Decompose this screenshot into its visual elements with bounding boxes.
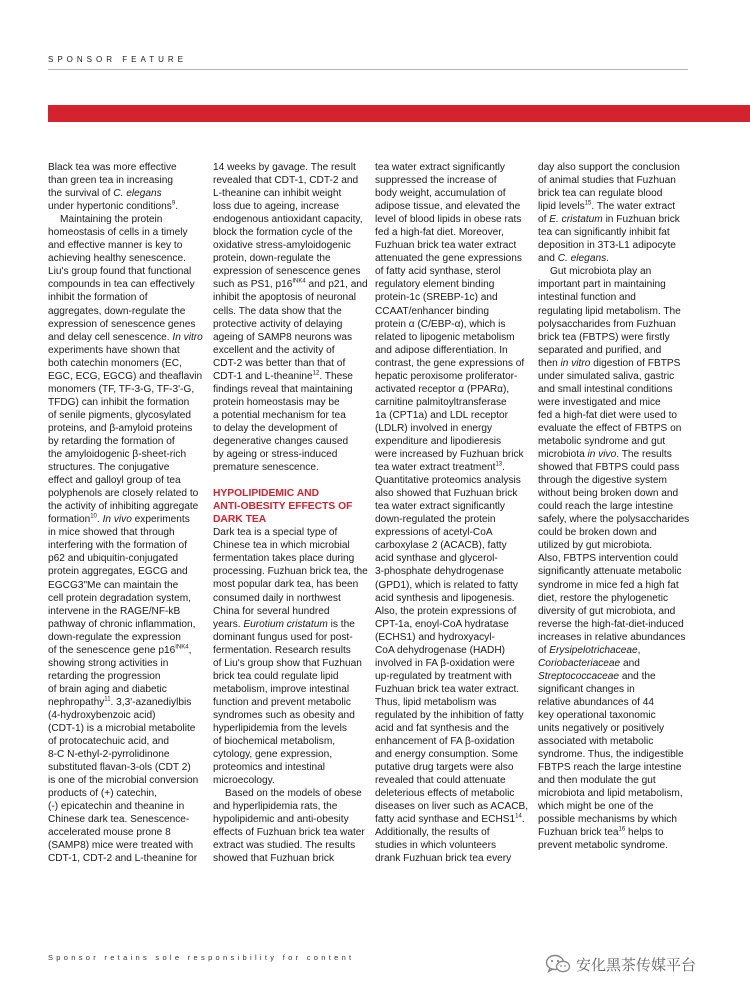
body-text: related to lipogenic metabolism bbox=[375, 331, 515, 343]
body-text: protein-1c (SREBP-1c) and bbox=[375, 292, 498, 304]
body-text: Black tea was more effective bbox=[48, 162, 177, 173]
body-text: of bbox=[538, 214, 547, 226]
body-text: (ECHS1) and hydroxyacyl- bbox=[375, 631, 495, 643]
wechat-icon bbox=[545, 954, 571, 974]
heading-line: ANTI-OBESITY EFFECTS OF bbox=[213, 501, 353, 513]
body-text: EGCG3"Me can maintain the bbox=[48, 579, 179, 591]
body-text: units negatively or positively bbox=[538, 723, 665, 735]
heading-line: HYPOLIPIDEMIC AND bbox=[213, 488, 320, 500]
body-text: . The water extract bbox=[591, 201, 676, 213]
body-text: Quantitative proteomics analysis bbox=[375, 475, 521, 487]
body-text: (4-hydroxybenzoic acid) bbox=[48, 709, 156, 721]
body-text: in Fuzhuan brick bbox=[605, 214, 680, 226]
body-text: carboxylase 2 (ACACB), fatty bbox=[375, 540, 507, 552]
body-text: interfering with the formation of bbox=[48, 540, 188, 552]
body-text: acid synthesis and lipogenesis. bbox=[375, 592, 515, 604]
body-text: utilized by gut microbiota. bbox=[538, 540, 653, 552]
body-text: acid and fat synthesis and the bbox=[375, 723, 509, 735]
body-text: brick tea could regulate lipid bbox=[213, 670, 339, 682]
body-text: revealed that CDT-1, CDT-2 and bbox=[213, 175, 359, 187]
body-text: structures. The conjugative bbox=[48, 462, 170, 474]
body-text: without being broken down and bbox=[538, 488, 679, 500]
citation: 13 bbox=[495, 461, 503, 468]
italic-term: in vitro bbox=[560, 357, 591, 369]
body-text: under hypertonic conditions bbox=[48, 201, 172, 213]
body-text: also showed that Fuzhuan brick bbox=[375, 488, 518, 500]
body-text: up-regulated by treatment with bbox=[375, 670, 512, 682]
body-text: intervene in the RAGE/NF-kB bbox=[48, 605, 181, 617]
punctuation: , bbox=[637, 644, 641, 656]
body-text: metabolic syndrome and gut bbox=[538, 435, 666, 447]
body-text: nephropathy bbox=[48, 696, 105, 708]
body-text: processing. Fuzhuan brick tea, the bbox=[213, 566, 368, 578]
body-text: carnitine palmitoyltransferase bbox=[375, 396, 507, 408]
body-text: involved in FA β-oxidation were bbox=[375, 657, 515, 669]
body-text: Chinese tea in which microbial bbox=[213, 540, 350, 552]
body-text: consumed daily in northwest bbox=[213, 592, 341, 604]
body-text: could reach the large intestine bbox=[538, 501, 674, 513]
body-text: (CDT-1) is a microbial metabolite bbox=[48, 723, 196, 735]
body-text: Based on the models of obese bbox=[225, 788, 362, 800]
body-text: years. bbox=[213, 618, 241, 630]
body-text: Fuzhuan brick tea water extract bbox=[375, 240, 517, 252]
body-text: of the senescence gene p16 bbox=[48, 644, 176, 656]
body-text: hepatic peroxisome proliferator- bbox=[375, 370, 518, 382]
body-text: adipose tissue, and elevated the bbox=[375, 201, 521, 213]
body-text: possible mechanisms by which bbox=[538, 814, 677, 826]
header-divider bbox=[48, 69, 688, 70]
body-text: safely, where the polysaccharides bbox=[538, 514, 690, 526]
body-text: diversity of gut microbiota, and bbox=[538, 605, 676, 617]
section-heading bbox=[213, 487, 373, 526]
italic-term: In vitro bbox=[172, 331, 203, 343]
body-text: and the bbox=[621, 670, 656, 682]
body-text: protein homeostasis may be bbox=[213, 396, 340, 408]
body-text: increases in relative abundances bbox=[538, 631, 686, 643]
body-text: oxidative stress-amyloidogenic bbox=[213, 240, 351, 252]
body-text: is one of the microbial conversion bbox=[48, 775, 199, 787]
body-text: by retarding the formation of bbox=[48, 435, 175, 447]
body-text: important part in maintaining bbox=[538, 279, 666, 291]
italic-term: in vivo bbox=[587, 449, 617, 461]
body-text: and adipose differentiation. In bbox=[375, 344, 508, 356]
section-label: SPONSOR FEATURE bbox=[48, 55, 187, 64]
body-text: to delay the development of bbox=[213, 422, 338, 434]
body-text: fed a high-fat diet. Moreover, bbox=[375, 227, 504, 239]
body-text: experiments bbox=[134, 514, 190, 526]
body-text: expenditure and lipodieresis bbox=[375, 435, 502, 447]
body-text: is the bbox=[330, 618, 355, 630]
punctuation: . bbox=[502, 462, 505, 474]
body-text: cytology, gene expression, bbox=[213, 749, 333, 761]
body-text: tea can significantly inhibit fat bbox=[538, 227, 670, 239]
body-text: accelerated mouse prone 8 bbox=[48, 827, 171, 839]
body-text: such as PS1, p16 bbox=[213, 279, 293, 291]
body-text: hypolipidemic and anti-obesity bbox=[213, 814, 349, 826]
body-text: revealed that could attenuate bbox=[375, 775, 506, 787]
body-text: and small intestinal conditions bbox=[538, 383, 673, 395]
body-text: down-regulate the expression bbox=[48, 631, 181, 643]
body-text: L-theanine can inhibit weight bbox=[213, 188, 342, 200]
body-text: cell protein degradation system, bbox=[48, 592, 191, 604]
body-text: 14 weeks by gavage. The result bbox=[213, 162, 356, 173]
body-text: fermentation takes place during bbox=[213, 553, 355, 565]
body-text: microbiota bbox=[538, 449, 585, 461]
body-text: by ageing or stress-induced bbox=[213, 449, 338, 461]
body-text: effect and galloyl group of tea bbox=[48, 475, 181, 487]
punctuation: . bbox=[521, 814, 525, 826]
citation: 11 bbox=[104, 696, 111, 703]
body-text: effects of Fuzhuan brick tea water bbox=[213, 827, 365, 839]
body-text: CDT-1, CDT-2 and L-theanine for bbox=[48, 853, 198, 865]
body-text: of protocatechuic acid, and bbox=[48, 736, 170, 748]
body-text: hyperlipidemia from the levels bbox=[213, 722, 347, 734]
text-column-4 bbox=[538, 161, 698, 852]
citation: 16 bbox=[618, 827, 626, 834]
body-text: and p21, and bbox=[308, 279, 368, 291]
body-text: Maintaining the protein bbox=[60, 214, 163, 226]
body-text: brick tea can regulate blood bbox=[538, 188, 663, 200]
body-text: under simulated saliva, gastric bbox=[538, 370, 675, 382]
body-text: pathway of chronic inflammation, bbox=[48, 618, 196, 630]
body-text: tea water extract treatment bbox=[375, 462, 496, 474]
body-text: associated with metabolic bbox=[538, 736, 654, 748]
body-text: were investigated and mice bbox=[538, 396, 661, 408]
body-text: of fatty acid synthase, sterol bbox=[375, 266, 501, 278]
body-text: dominant fungus used for post- bbox=[213, 631, 353, 643]
body-text: p62 and ubiquitin-conjugated bbox=[48, 553, 179, 565]
heading-line: DARK TEA bbox=[213, 514, 267, 526]
body-text: diet, restore the phylogenetic bbox=[538, 592, 669, 604]
body-text: of bbox=[538, 644, 547, 656]
body-text: loss due to ageing, increase bbox=[213, 201, 340, 213]
body-text: CPT-1a, enoyl-CoA hydratase bbox=[375, 618, 509, 630]
taxon-name: Streptococcaceae bbox=[538, 670, 620, 682]
punctuation: , bbox=[188, 644, 192, 656]
body-text: of Liu's group show that Fuzhuan bbox=[213, 657, 362, 669]
body-text: Additionally, the results of bbox=[375, 827, 490, 839]
body-text: separated and purified, and bbox=[538, 344, 662, 356]
body-text: attenuated the gene expressions bbox=[375, 253, 522, 265]
body-text: aggregates, down-regulate the bbox=[48, 305, 186, 317]
body-text: of animal studies that Fuzhuan bbox=[538, 175, 676, 187]
body-text: regulating lipid metabolism. The bbox=[538, 305, 681, 317]
body-text: CCAAT/enhancer binding bbox=[375, 305, 490, 317]
body-text: TFDG) can inhibit the formation bbox=[48, 396, 190, 408]
body-text: reverse the high-fat-diet-induced bbox=[538, 618, 684, 630]
body-text: inhibit the apoptosis of neuronal bbox=[213, 292, 356, 304]
body-text: body weight, accumulation of bbox=[375, 188, 506, 200]
body-text: excellent and the activity of bbox=[213, 344, 335, 356]
body-text: . 3,3'-azanediylbis bbox=[110, 696, 192, 708]
body-text: activated receptor α (PPARα), bbox=[375, 383, 510, 395]
body-text: inhibit the formation of bbox=[48, 292, 148, 304]
body-text: of senile pigments, glycosylated bbox=[48, 409, 191, 421]
body-text: helps to bbox=[628, 827, 664, 839]
body-text: Fuzhuan brick tea water extract. bbox=[375, 683, 520, 695]
body-text: acid synthase and glycerol- bbox=[375, 553, 498, 565]
watermark-text: 安化黑茶传媒平台 bbox=[576, 956, 697, 974]
body-text: in mice showed that through bbox=[48, 527, 175, 539]
body-text: syndromes such as obesity and bbox=[213, 709, 355, 721]
body-text: microbiota and lipid metabolism, bbox=[538, 788, 683, 800]
body-text: fed a high-fat diet were used to bbox=[538, 409, 678, 421]
body-text: compounds in tea can effectively bbox=[48, 279, 195, 291]
body-text: products of (+) catechin, bbox=[48, 788, 157, 800]
body-text: Fuzhuan brick tea bbox=[538, 827, 619, 839]
body-text: digestion of FBTPS bbox=[593, 357, 681, 369]
body-text: regulatory element binding bbox=[375, 279, 495, 291]
body-text: (-) epicatechin and theanine in bbox=[48, 801, 185, 813]
body-text: expression of senescence genes bbox=[213, 266, 361, 278]
body-text: fermentation. Research results bbox=[213, 644, 351, 656]
text-column-3 bbox=[375, 161, 535, 866]
body-text: then bbox=[538, 357, 558, 369]
body-text: prevent metabolic syndrome. bbox=[538, 840, 668, 852]
body-text: (LDLR) involved in energy bbox=[375, 422, 493, 434]
punctuation: . bbox=[175, 201, 179, 213]
body-text: Also, the protein expressions of bbox=[375, 605, 517, 617]
body-text: proteomics and intestinal bbox=[213, 762, 325, 774]
body-text: and then modulate the gut bbox=[538, 775, 656, 787]
body-text: showing strong activities in bbox=[48, 657, 169, 669]
punctuation: . bbox=[96, 514, 100, 526]
body-text: retarding the progression bbox=[48, 670, 161, 682]
body-text: the survival of bbox=[48, 188, 111, 200]
body-text: CoA dehydrogenase (HADH) bbox=[375, 644, 506, 656]
body-text: the amyloidogenic β-sheet-rich bbox=[48, 449, 187, 461]
body-text: (GPD1), which is related to fatty bbox=[375, 579, 518, 591]
body-text: experiments have shown that bbox=[48, 344, 180, 356]
body-text: expressions of acetyl-CoA bbox=[375, 527, 493, 539]
body-text: syndrome in mice fed a high fat bbox=[538, 579, 679, 591]
body-text: of brain aging and diabetic bbox=[48, 683, 167, 695]
body-text: showed that FBTPS could pass bbox=[538, 462, 680, 474]
body-text: FBTPS reach the large intestine bbox=[538, 762, 682, 774]
body-text: and effective manner is key to bbox=[48, 240, 183, 252]
body-text: EGC, ECG, EGCG) and theaflavin bbox=[48, 370, 203, 382]
body-text: showed that Fuzhuan brick bbox=[213, 853, 335, 865]
body-text: could be broken down and bbox=[538, 527, 657, 539]
body-text: proteins, and β-amyloid proteins bbox=[48, 422, 193, 434]
body-text: Gut microbiota play an bbox=[550, 266, 652, 278]
body-text: relative abundances of 44 bbox=[538, 696, 654, 708]
body-text: key operational taxonomic bbox=[538, 709, 656, 721]
body-text: CDT-2 was better than that of bbox=[213, 357, 346, 369]
body-text: formation bbox=[48, 514, 91, 526]
body-text: Also, FBTPS intervention could bbox=[538, 553, 679, 565]
body-text: 1a (CPT1a) and LDL receptor bbox=[375, 409, 509, 421]
body-text: through the digestive system bbox=[538, 475, 667, 487]
body-text: putative drug targets were also bbox=[375, 762, 514, 774]
body-text: substituted flavan-3-ols (CDT 2) bbox=[48, 762, 191, 774]
body-text: and bbox=[538, 253, 555, 265]
footer-disclaimer: Sponsor retains sole responsibility for content bbox=[48, 953, 355, 962]
citation: 15 bbox=[584, 200, 592, 207]
body-text: . These bbox=[319, 370, 353, 382]
body-text: protective activity of delaying bbox=[213, 318, 343, 330]
body-text: Liu's group found that functional bbox=[48, 266, 192, 278]
body-text: the activity of inhibiting aggregate bbox=[48, 501, 199, 513]
body-text: CDT-1 and L-theanine bbox=[213, 370, 313, 382]
body-text: enhancement of FA β-oxidation bbox=[375, 736, 515, 748]
body-text: metabolism, improve intestinal bbox=[213, 683, 350, 695]
body-text: down-regulated the protein bbox=[375, 514, 496, 526]
body-text: level of blood lipids in obese rats bbox=[375, 214, 522, 226]
body-text: polysaccharides from Fuzhuan bbox=[538, 318, 676, 330]
body-text: which might be one of the bbox=[538, 801, 654, 813]
body-text: findings reveal that maintaining bbox=[213, 383, 353, 395]
accent-bar bbox=[48, 105, 750, 122]
body-text: and energy consumption. Some bbox=[375, 749, 518, 761]
body-text: and delay cell senescence. bbox=[48, 331, 170, 343]
species-name: C. elegans bbox=[113, 188, 162, 200]
body-text: a potential mechanism for tea bbox=[213, 409, 346, 421]
body-text: evaluate the effect of FBTPS on bbox=[538, 422, 682, 434]
body-text: microecology. bbox=[213, 775, 275, 787]
body-text: polyphenols are closely related to bbox=[48, 488, 199, 500]
body-text: lipid levels bbox=[538, 201, 585, 213]
body-text: protein aggregates, EGCG and bbox=[48, 566, 188, 578]
body-text: suppressed the increase of bbox=[375, 175, 497, 187]
citation: 14 bbox=[515, 813, 522, 820]
text-column-1 bbox=[48, 161, 208, 866]
superscript: INK4 bbox=[175, 644, 189, 651]
citation: 10 bbox=[90, 513, 97, 520]
body-text: degenerative changes caused bbox=[213, 435, 349, 447]
body-text: studies in which volunteers bbox=[375, 840, 497, 852]
body-text: and hyperlipidemia rats, the bbox=[213, 801, 338, 813]
body-text: diseases on liver such as ACACB, bbox=[375, 801, 529, 813]
body-text: 3-phosphate dehydrogenase bbox=[375, 566, 504, 578]
body-text: 8-C N-ethyl-2-pyrrolidinone bbox=[48, 749, 170, 761]
citation: 12 bbox=[312, 370, 320, 377]
body-text: and bbox=[623, 657, 640, 669]
text-column-2 bbox=[213, 161, 373, 865]
body-text: deposition in 3T3-L1 adipocyte bbox=[538, 240, 676, 252]
body-text: endogenous antioxidant capacity, bbox=[213, 214, 363, 226]
body-text: Thus, lipid metabolism was bbox=[375, 696, 497, 708]
body-text: (SAMP8) mice were treated with bbox=[48, 840, 194, 852]
body-text: both catechin monomers (EC, bbox=[48, 357, 182, 369]
body-text: brick tea (FBTPS) were firstly bbox=[538, 331, 670, 343]
taxon-name: Coriobacteriaceae bbox=[538, 657, 621, 669]
body-text: day also support the conclusion bbox=[538, 162, 680, 173]
body-text: block the formation cycle of the bbox=[213, 227, 353, 239]
body-text: than green tea in increasing bbox=[48, 175, 173, 187]
body-text: protein α (C/EBP-α), which is bbox=[375, 318, 506, 330]
body-text: cells. The data show that the bbox=[213, 305, 342, 317]
body-text: regulated by the inhibition of fatty bbox=[375, 709, 524, 721]
body-text: premature senescence. bbox=[213, 462, 319, 474]
body-text: tea water extract significantly bbox=[375, 162, 505, 173]
body-text: . The results bbox=[616, 449, 672, 461]
watermark bbox=[545, 954, 696, 974]
body-text: drank Fuzhuan brick tea every bbox=[375, 853, 512, 865]
body-text: protein, down-regulate the bbox=[213, 253, 331, 265]
punctuation: . bbox=[606, 253, 609, 265]
body-text: monomers (TF, TF-3-G, TF-3'-G, bbox=[48, 383, 195, 395]
body-text: China for several hundred bbox=[213, 605, 330, 617]
body-text: Dark tea is a special type of bbox=[213, 527, 338, 539]
body-text: deleterious effects of metabolic bbox=[375, 788, 515, 800]
body-text: contrast, the gene expressions of bbox=[375, 357, 525, 369]
body-text: achieving healthy senescence. bbox=[48, 253, 186, 265]
italic-term: In vivo bbox=[102, 514, 132, 526]
body-text: ageing of SAMP8 neurons was bbox=[213, 331, 353, 343]
body-text: homeostasis of cells in a timely bbox=[48, 227, 188, 239]
body-text: significantly attenuate metabolic bbox=[538, 566, 682, 578]
body-text: syndrome. Thus, the indigestible bbox=[538, 749, 684, 761]
body-text: fatty acid synthase and ECHS1 bbox=[375, 814, 516, 826]
body-text: expression of senescence genes bbox=[48, 318, 196, 330]
species-name: E. cristatum bbox=[549, 214, 603, 226]
taxon-name: Erysipelotrichaceae bbox=[549, 644, 638, 656]
body-text: extract was studied. The results bbox=[213, 840, 356, 852]
species-name: Eurotium cristatum bbox=[243, 618, 328, 630]
body-text: tea water extract significantly bbox=[375, 501, 505, 513]
body-text: most popular dark tea, has been bbox=[213, 579, 359, 591]
body-text: were increased by Fuzhuan brick bbox=[375, 449, 524, 461]
species-name: C. elegans bbox=[557, 253, 607, 265]
body-text: intestinal function and bbox=[538, 292, 636, 304]
superscript: INK4 bbox=[292, 279, 306, 286]
body-text: of biochemical metabolism, bbox=[213, 736, 336, 748]
body-text: Chinese dark tea. Senescence- bbox=[48, 814, 190, 826]
body-text: significant changes in bbox=[538, 683, 635, 695]
citation: 9 bbox=[171, 200, 176, 207]
body-text: function and prevent metabolic bbox=[213, 696, 351, 708]
